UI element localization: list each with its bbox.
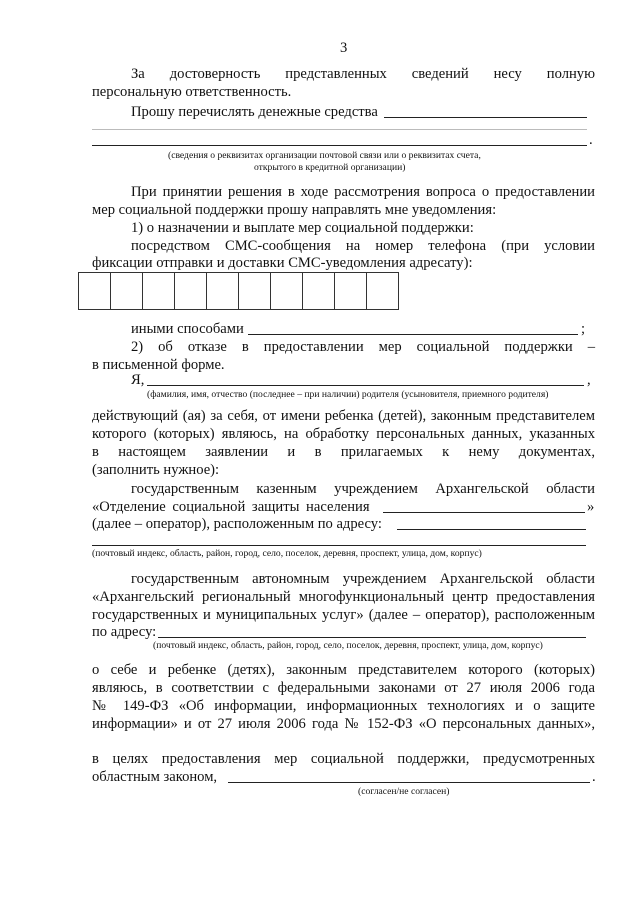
- other-methods-end: ;: [581, 321, 586, 337]
- gov-department-field[interactable]: [383, 512, 585, 513]
- gov-line-2-end: »: [587, 499, 595, 515]
- transfer-lead: Прошу перечислять денежные средства: [131, 104, 378, 120]
- transfer-field-line-3[interactable]: [92, 145, 587, 146]
- consent-line-3: в настоящем заявлении и в прилагаемых к нему документах,: [92, 444, 595, 460]
- agree-field[interactable]: [228, 782, 590, 783]
- consent-ya: Я,: [131, 372, 145, 388]
- other-methods-label: иными способами: [131, 321, 244, 337]
- notice-item-1: 1) о назначении и выплате мер социальной поддержки:: [131, 220, 474, 236]
- consent-line-4: (заполнить нужное):: [92, 462, 220, 478]
- gov-address-field-2[interactable]: [92, 545, 586, 546]
- transfer-caption-1: (сведения о реквизитах организации почтовой связи или о реквизитах счета,: [168, 150, 481, 161]
- consent-line-1: действующий (ая) за себя, от имени ребенка (детей), законным представителем: [92, 408, 595, 424]
- phone-digit-cell[interactable]: [142, 272, 175, 310]
- purpose-line-1: в целях предоставления мер социальной поддержки, предусмотренных: [92, 751, 595, 767]
- phone-number-cells: [78, 272, 399, 310]
- page-number: 3: [340, 40, 348, 56]
- notice-item-2-line-1: 2) об отказе в предоставлении мер социальной поддержки –: [131, 339, 595, 355]
- purpose-end: .: [592, 769, 596, 785]
- gov-address-field-1[interactable]: [397, 529, 586, 530]
- sms-line-2: фиксации отправки и доставки СМС-уведомления адресату):: [92, 255, 473, 271]
- other-methods-field[interactable]: [248, 334, 578, 335]
- law-line-3: № 149-ФЗ «Об информации, информационных технологиях и о защите: [92, 698, 595, 714]
- auto-line-4: по адресу:: [92, 624, 157, 640]
- phone-digit-cell[interactable]: [78, 272, 111, 310]
- auto-address-field[interactable]: [158, 637, 586, 638]
- notice-line-1: При принятии решения в ходе рассмотрения вопроса о предоставлении: [131, 184, 595, 200]
- transfer-field-line-2[interactable]: [92, 129, 587, 130]
- law-line-4: информации» и от 27 июля 2006 года № 152-ФЗ «О персональных данных»,: [92, 716, 595, 732]
- phone-digit-cell[interactable]: [334, 272, 367, 310]
- notice-line-2: мер социальной поддержки прошу направлять мне уведомления:: [92, 202, 497, 218]
- gov-line-2: «Отделение социальной защиты населения: [92, 499, 370, 515]
- purpose-line-2: областным законом,: [92, 769, 218, 785]
- consent-comma: ,: [587, 372, 591, 388]
- sms-line-1: посредством СМС-сообщения на номер телефона (при условии: [131, 238, 595, 254]
- responsibility-line-2: персональную ответственность.: [92, 84, 292, 100]
- phone-digit-cell[interactable]: [366, 272, 399, 310]
- phone-digit-cell[interactable]: [206, 272, 239, 310]
- phone-digit-cell[interactable]: [302, 272, 335, 310]
- phone-digit-cell[interactable]: [110, 272, 143, 310]
- phone-digit-cell[interactable]: [174, 272, 207, 310]
- auto-line-2: «Архангельский региональный многофункциональный центр предоставления: [92, 589, 595, 605]
- phone-digit-cell[interactable]: [270, 272, 303, 310]
- phone-digit-cell[interactable]: [238, 272, 271, 310]
- fio-field[interactable]: [147, 385, 584, 386]
- gov-address-caption: (почтовый индекс, область, район, город, село, поселок, деревня, проспект, улица, дом, корпус): [92, 548, 482, 559]
- law-line-1: о себе и ребенке (детях), законным представителем которого (которых): [92, 662, 595, 678]
- agree-caption: (согласен/не согласен): [358, 786, 450, 797]
- transfer-period: .: [589, 132, 593, 148]
- auto-address-caption: (почтовый индекс, область, район, город, село, поселок, деревня, проспект, улица, дом, корпус): [153, 640, 543, 651]
- law-line-2: являюсь, в соответствии с федеральными законами от 27 июля 2006 года: [92, 680, 595, 696]
- consent-line-2: которого (которых) являюсь, на обработку персональных данных, указанных: [92, 426, 595, 442]
- gov-line-3: (далее – оператор), расположенным по адресу:: [92, 516, 382, 532]
- fio-caption: (фамилия, имя, отчество (последнее – при наличии) родителя (усыновителя, приемного родителя): [147, 389, 549, 400]
- auto-line-1: государственным автономным учреждением Архангельской области: [131, 571, 595, 587]
- responsibility-line-1: За достоверность представленных сведений несу полную: [131, 66, 595, 82]
- notice-item-2-line-2: в письменной форме.: [92, 357, 225, 373]
- transfer-field-line-1[interactable]: [384, 117, 587, 118]
- transfer-caption-2: открытого в кредитной организации): [254, 162, 406, 173]
- gov-line-1: государственным казенным учреждением Архангельской области: [131, 481, 595, 497]
- auto-line-3: государственных и муниципальных услуг» (далее – оператор), расположенным: [92, 607, 595, 623]
